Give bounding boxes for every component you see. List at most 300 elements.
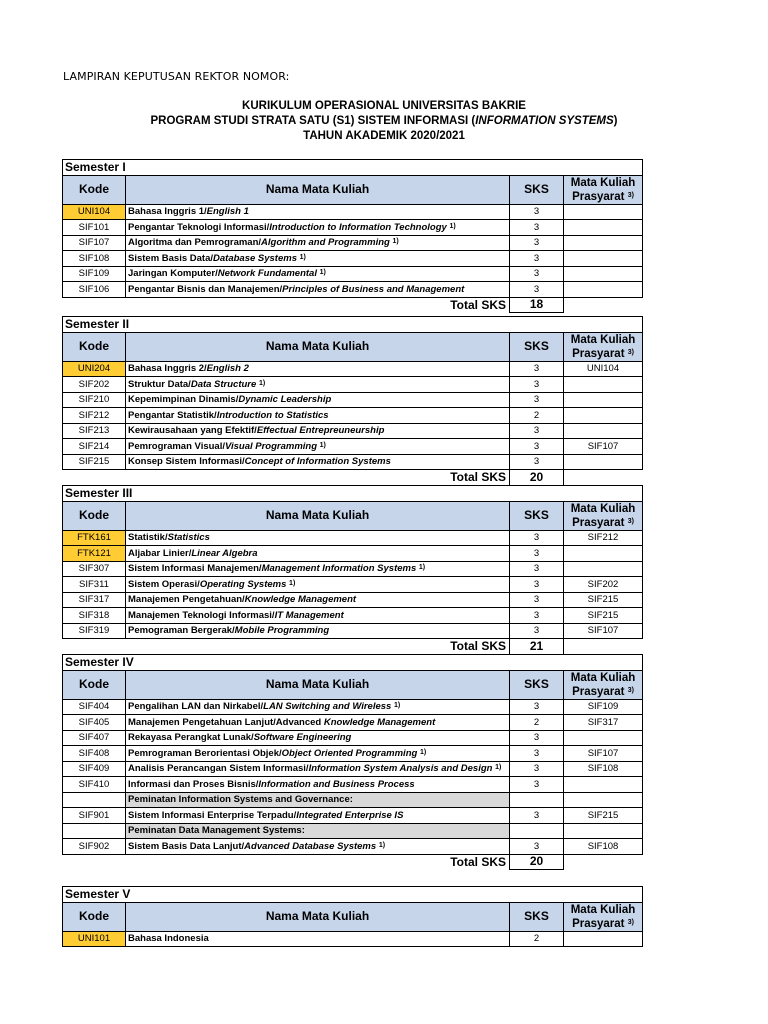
course-code: SIF408 xyxy=(63,746,126,762)
course-name xyxy=(126,392,510,408)
course-name xyxy=(126,808,510,824)
course-name-en: Object Oriented Programming xyxy=(281,747,418,759)
course-prereq xyxy=(564,931,643,947)
course-sks: 3 xyxy=(510,377,564,393)
course-sks: 3 xyxy=(510,746,564,762)
course-code: SIF106 xyxy=(63,282,126,298)
course-row xyxy=(63,608,643,624)
semester-title-row xyxy=(63,160,643,176)
specialization-label: Peminatan Data Management Systems: xyxy=(126,823,510,839)
semester-title-row xyxy=(63,317,643,333)
course-sks: 3 xyxy=(510,266,564,282)
course-name-id: Informasi dan Proses Bisnis/ xyxy=(128,778,259,790)
course-name-id: Statistik/ xyxy=(128,532,168,544)
course-name-en: Principles of Business and Management xyxy=(282,283,465,295)
course-sks: 3 xyxy=(510,808,564,824)
semester-table xyxy=(62,654,643,870)
total-prereq-blank xyxy=(564,297,643,313)
course-name-en: Dynamic Leadership xyxy=(238,394,332,406)
group-sks-cell xyxy=(510,792,564,808)
course-sks: 3 xyxy=(510,839,564,855)
semester-title-row xyxy=(63,486,643,502)
course-sks: 3 xyxy=(510,392,564,408)
total-sks-value: 20 xyxy=(510,470,564,486)
course-name-id: Kepemimpinan Dinamis/ xyxy=(128,394,239,406)
course-code: SIF202 xyxy=(63,377,126,393)
course-code: SIF405 xyxy=(63,715,126,731)
course-code: SIF215 xyxy=(63,454,126,470)
course-name-en: Information System Analysis and Design xyxy=(308,763,493,775)
semester-table xyxy=(62,485,643,655)
prereq-text: Prasyarat xyxy=(572,516,628,529)
course-name-en: Visual Programming xyxy=(224,440,318,452)
course-sks: 2 xyxy=(510,715,564,731)
course-prereq: SIF109 xyxy=(564,699,643,715)
course-name-en: Algorithm and Programming xyxy=(261,237,390,249)
semester-table xyxy=(62,316,643,486)
course-name-en: Advanced Database Systems xyxy=(244,840,377,852)
column-header-row xyxy=(63,332,643,361)
course-name xyxy=(126,746,510,762)
course-name xyxy=(126,251,510,267)
col-header-code: Kode xyxy=(63,670,126,699)
column-header-row xyxy=(63,902,643,931)
col-header-sks: SKS xyxy=(510,175,564,204)
semester-title: Semester I xyxy=(63,160,643,176)
course-footnote: 1) xyxy=(319,441,326,449)
col-header-sks: SKS xyxy=(510,902,564,931)
course-row xyxy=(63,220,643,236)
course-name-id: Rekayasa Perangkat Lunak/ xyxy=(128,732,254,744)
course-row xyxy=(63,592,643,608)
course-sks: 3 xyxy=(510,423,564,439)
course-name xyxy=(126,623,510,639)
course-name xyxy=(126,715,510,731)
course-row xyxy=(63,808,643,824)
course-name xyxy=(126,220,510,236)
course-prereq xyxy=(564,235,643,251)
course-code: SIF210 xyxy=(63,392,126,408)
course-name xyxy=(126,546,510,562)
course-code: FTK121 xyxy=(63,546,126,562)
course-row xyxy=(63,408,643,424)
course-prereq: SIF212 xyxy=(564,530,643,546)
col-header-sks: SKS xyxy=(510,670,564,699)
course-sks: 3 xyxy=(510,761,564,777)
course-prereq xyxy=(564,408,643,424)
total-row xyxy=(63,854,643,870)
course-name-en: Concept of Information Systems xyxy=(244,456,391,468)
course-row xyxy=(63,235,643,251)
prereq-line-2 xyxy=(566,685,640,699)
course-prereq xyxy=(564,777,643,793)
prereq-text: Prasyarat xyxy=(572,190,628,203)
course-name-id: Pengalihan LAN dan Nirkabel/ xyxy=(128,701,264,713)
course-name xyxy=(126,839,510,855)
course-name-id: Pengantar Statistik/ xyxy=(128,409,217,421)
course-name-id: Sistem Informasi Enterprise Terpadu/ xyxy=(128,809,297,821)
column-header-row xyxy=(63,670,643,699)
prereq-line-2 xyxy=(566,516,640,530)
course-sks: 3 xyxy=(510,530,564,546)
course-code: SIF319 xyxy=(63,623,126,639)
heading-line-1: KURIKULUM OPERASIONAL UNIVERSITAS BAKRIE xyxy=(242,100,526,112)
col-header-name: Nama Mata Kuliah xyxy=(126,501,510,530)
course-sks: 3 xyxy=(510,235,564,251)
course-sks: 3 xyxy=(510,361,564,377)
col-header-name: Nama Mata Kuliah xyxy=(126,332,510,361)
course-name-id: Sistem Operasi/ xyxy=(128,578,200,590)
course-prereq: SIF317 xyxy=(564,715,643,731)
col-header-sks: SKS xyxy=(510,501,564,530)
prereq-line-1: Mata Kuliah xyxy=(570,176,636,189)
col-header-prereq xyxy=(564,175,643,204)
heading-line-3: TAHUN AKADEMIK 2020/2021 xyxy=(303,130,465,142)
course-name-id: Manajemen Teknologi Informasi/ xyxy=(128,609,275,621)
course-footnote: 1) xyxy=(378,841,386,849)
course-sks: 3 xyxy=(510,577,564,593)
course-prereq: SIF202 xyxy=(564,577,643,593)
course-name-en: Network Fundamental xyxy=(217,268,317,280)
specialization-label: Peminatan Information Systems and Governance: xyxy=(126,792,510,808)
course-code: SIF410 xyxy=(63,777,126,793)
course-sks: 2 xyxy=(510,931,564,947)
total-blank xyxy=(63,639,126,655)
course-prereq xyxy=(564,204,643,220)
course-code: SIF107 xyxy=(63,235,126,251)
course-sks: 3 xyxy=(510,699,564,715)
prereq-line-2 xyxy=(566,190,640,204)
course-prereq xyxy=(564,730,643,746)
group-code-cell xyxy=(63,823,126,839)
course-prereq: UNI104 xyxy=(564,361,643,377)
course-sks: 3 xyxy=(510,546,564,562)
course-row xyxy=(63,623,643,639)
course-name-id: Konsep Sistem Informasi/ xyxy=(128,456,245,468)
course-name-id: Manajemen Pengetahuan Lanjut/Advanced xyxy=(128,716,324,728)
heading-line-2: PROGRAM STUDI STRATA SATU (S1) SISTEM INFORMASI (INFORMATION SYSTEMS) xyxy=(150,115,618,127)
total-sks-value: 18 xyxy=(510,297,564,313)
semester-title-row xyxy=(63,655,643,671)
course-code: UNI204 xyxy=(63,361,126,377)
group-code-cell xyxy=(63,792,126,808)
course-name-id: Kewirausahaan yang Efektif/ xyxy=(128,425,257,437)
course-name xyxy=(126,777,510,793)
semester-title: Semester II xyxy=(63,317,643,333)
course-name xyxy=(126,377,510,393)
prereq-text: Prasyarat xyxy=(572,917,628,930)
course-name-id: Analisis Perancangan Sistem Informasi/ xyxy=(128,763,309,775)
semester-title: Semester III xyxy=(63,486,643,502)
course-code: SIF212 xyxy=(63,408,126,424)
course-code: SIF318 xyxy=(63,608,126,624)
course-name xyxy=(126,282,510,298)
total-label: Total SKS xyxy=(126,470,510,486)
course-row xyxy=(63,377,643,393)
total-blank xyxy=(63,470,126,486)
course-code: SIF409 xyxy=(63,761,126,777)
course-code: UNI104 xyxy=(63,204,126,220)
course-row xyxy=(63,715,643,731)
course-name-en: Information and Business Process xyxy=(258,778,415,790)
col-header-name: Nama Mata Kuliah xyxy=(126,175,510,204)
col-header-code: Kode xyxy=(63,501,126,530)
lampiran-header: LAMPIRAN KEPUTUSAN REKTOR NOMOR: xyxy=(63,70,290,83)
course-name xyxy=(126,699,510,715)
total-sks-value: 20 xyxy=(510,854,564,870)
course-name-id: Struktur Data/ xyxy=(128,378,191,390)
course-name-en: English 2 xyxy=(206,363,249,375)
course-sks: 3 xyxy=(510,730,564,746)
course-code: SIF101 xyxy=(63,220,126,236)
course-name-en: LAN Switching and Wireless xyxy=(263,701,392,713)
prereq-line-1: Mata Kuliah xyxy=(570,333,636,346)
semester-title-row xyxy=(63,887,643,903)
course-name-id: Aljabar Linier/ xyxy=(128,547,192,559)
course-row xyxy=(63,746,643,762)
course-prereq: SIF215 xyxy=(564,808,643,824)
course-name xyxy=(126,361,510,377)
course-name-id: Jaringan Komputer/ xyxy=(128,268,218,280)
course-name-id: Sistem Basis Data/ xyxy=(128,252,214,264)
course-name-id: Pemrograman Berorientasi Objek/ xyxy=(128,747,282,759)
col-header-code: Kode xyxy=(63,175,126,204)
course-sks: 3 xyxy=(510,282,564,298)
course-prereq xyxy=(564,266,643,282)
course-name-id: Pemograman Bergerak/ xyxy=(128,625,235,637)
course-code: SIF404 xyxy=(63,699,126,715)
prereq-line-1: Mata Kuliah xyxy=(570,502,636,515)
col-header-sks: SKS xyxy=(510,332,564,361)
course-name-en: Introduction to Information Technology xyxy=(269,221,447,233)
course-name xyxy=(126,577,510,593)
column-header-row xyxy=(63,501,643,530)
total-blank xyxy=(63,297,126,313)
course-prereq: SIF108 xyxy=(564,839,643,855)
total-blank xyxy=(63,854,126,870)
course-row xyxy=(63,530,643,546)
course-sks: 3 xyxy=(510,220,564,236)
specialization-group-row xyxy=(63,823,643,839)
course-sks: 3 xyxy=(510,623,564,639)
course-footnote: 1) xyxy=(495,764,502,772)
course-row xyxy=(63,777,643,793)
course-sks: 3 xyxy=(510,561,564,577)
course-code: UNI101 xyxy=(63,931,126,947)
semester-table xyxy=(62,886,643,947)
course-name-en: Management Information Systems xyxy=(261,563,417,575)
course-name-en: Data Structure xyxy=(190,378,257,390)
course-name-id: Sistem Basis Data Lanjut/ xyxy=(128,840,245,852)
course-footnote: 1) xyxy=(419,748,427,756)
col-header-prereq xyxy=(564,332,643,361)
prereq-footnote: 3) xyxy=(627,686,634,694)
course-name-en: Introduction to Statistics xyxy=(216,409,329,421)
course-name xyxy=(126,235,510,251)
course-name-en: Linear Algebra xyxy=(191,547,258,559)
total-sks-value: 21 xyxy=(510,639,564,655)
course-name xyxy=(126,408,510,424)
group-prereq-cell xyxy=(564,823,643,839)
total-row xyxy=(63,470,643,486)
course-code: SIF307 xyxy=(63,561,126,577)
total-label: Total SKS xyxy=(126,639,510,655)
course-row xyxy=(63,392,643,408)
course-prereq: SIF107 xyxy=(564,746,643,762)
course-sks: 3 xyxy=(510,592,564,608)
course-sks: 3 xyxy=(510,251,564,267)
prereq-footnote: 3) xyxy=(627,191,634,199)
course-code: SIF109 xyxy=(63,266,126,282)
col-header-prereq xyxy=(564,501,643,530)
course-name-id: Bahasa Inggris 2/ xyxy=(128,363,207,375)
course-prereq: SIF108 xyxy=(564,761,643,777)
prereq-line-1: Mata Kuliah xyxy=(570,903,636,916)
course-name xyxy=(126,266,510,282)
document-heading xyxy=(0,99,768,144)
course-prereq: SIF107 xyxy=(564,623,643,639)
course-name-en: IT Management xyxy=(274,609,344,621)
course-name-en: Statistics xyxy=(167,532,210,544)
semester-title: Semester IV xyxy=(63,655,643,671)
course-code: SIF214 xyxy=(63,439,126,455)
course-name-id: Manajemen Pengetahuan/ xyxy=(128,594,245,606)
col-header-code: Kode xyxy=(63,332,126,361)
total-prereq-blank xyxy=(564,470,643,486)
course-name xyxy=(126,530,510,546)
course-footnote: 1) xyxy=(299,253,306,261)
course-code: SIF407 xyxy=(63,730,126,746)
col-header-name: Nama Mata Kuliah xyxy=(126,670,510,699)
course-name-en: Software Engineering xyxy=(253,732,352,744)
course-name-id: Bahasa Indonesia xyxy=(128,933,209,945)
course-name-id: Algoritma dan Pemrograman/ xyxy=(128,237,262,249)
course-row xyxy=(63,282,643,298)
course-name-id: Pengantar Bisnis dan Manajemen/ xyxy=(128,283,283,295)
prereq-line-2 xyxy=(566,347,640,361)
course-code: SIF902 xyxy=(63,839,126,855)
group-prereq-cell xyxy=(564,792,643,808)
course-name xyxy=(126,592,510,608)
course-sks: 3 xyxy=(510,608,564,624)
course-row xyxy=(63,577,643,593)
course-code: FTK161 xyxy=(63,530,126,546)
course-footnote: 1) xyxy=(319,269,326,277)
course-footnote: 1) xyxy=(393,702,401,710)
prereq-line-2 xyxy=(566,917,640,931)
course-row xyxy=(63,361,643,377)
course-row xyxy=(63,546,643,562)
course-sks: 3 xyxy=(510,204,564,220)
course-prereq: SIF107 xyxy=(564,439,643,455)
semester-title: Semester V xyxy=(63,887,643,903)
course-footnote: 1) xyxy=(258,379,266,387)
course-name xyxy=(126,454,510,470)
course-row xyxy=(63,454,643,470)
course-name xyxy=(126,423,510,439)
course-prereq xyxy=(564,454,643,470)
course-name-en: Knowledge Management xyxy=(323,716,436,728)
course-row xyxy=(63,439,643,455)
total-prereq-blank xyxy=(564,854,643,870)
course-prereq xyxy=(564,377,643,393)
course-name-en: Mobile Programming xyxy=(234,625,330,637)
course-name xyxy=(126,761,510,777)
group-sks-cell xyxy=(510,823,564,839)
course-prereq xyxy=(564,561,643,577)
course-sks: 3 xyxy=(510,777,564,793)
course-row xyxy=(63,730,643,746)
course-row xyxy=(63,266,643,282)
course-row xyxy=(63,204,643,220)
course-row xyxy=(63,839,643,855)
course-name-en: Operating Systems xyxy=(199,578,287,590)
course-name xyxy=(126,561,510,577)
column-header-row xyxy=(63,175,643,204)
course-name-en: Effectual Entrepreuneurship xyxy=(256,425,385,437)
course-sks: 2 xyxy=(510,408,564,424)
course-footnote: 1) xyxy=(392,238,399,246)
course-name-en: English 1 xyxy=(206,206,249,218)
course-name-en: Database Systems xyxy=(213,252,297,264)
course-name xyxy=(126,608,510,624)
course-name xyxy=(126,204,510,220)
course-prereq xyxy=(564,282,643,298)
total-label: Total SKS xyxy=(126,854,510,870)
specialization-group-row xyxy=(63,792,643,808)
course-footnote: 1) xyxy=(449,222,456,230)
prereq-text: Prasyarat xyxy=(572,347,628,360)
course-row xyxy=(63,423,643,439)
course-row xyxy=(63,699,643,715)
course-name xyxy=(126,931,510,947)
course-footnote: 1) xyxy=(418,564,426,572)
course-prereq: SIF215 xyxy=(564,608,643,624)
prereq-text: Prasyarat xyxy=(572,685,628,698)
course-footnote: 1) xyxy=(289,579,296,587)
prereq-footnote: 3) xyxy=(627,348,634,356)
prereq-footnote: 3) xyxy=(627,517,634,525)
course-name xyxy=(126,439,510,455)
course-name-id: Sistem Informasi Manajemen/ xyxy=(128,563,262,575)
course-name xyxy=(126,730,510,746)
course-name-id: Pengantar Teknologi Informasi/ xyxy=(128,221,270,233)
course-prereq xyxy=(564,251,643,267)
course-prereq xyxy=(564,546,643,562)
course-name-en: Integrated Enterprise IS xyxy=(296,809,404,821)
course-code: SIF901 xyxy=(63,808,126,824)
total-row xyxy=(63,639,643,655)
col-header-prereq xyxy=(564,902,643,931)
course-prereq xyxy=(564,423,643,439)
course-name-id: Bahasa Inggris 1/ xyxy=(128,206,207,218)
col-header-code: Kode xyxy=(63,902,126,931)
course-code: SIF317 xyxy=(63,592,126,608)
total-row xyxy=(63,297,643,313)
course-prereq: SIF215 xyxy=(564,592,643,608)
course-row xyxy=(63,251,643,267)
course-row xyxy=(63,761,643,777)
course-code: SIF311 xyxy=(63,577,126,593)
semester-table xyxy=(62,159,643,313)
col-header-prereq xyxy=(564,670,643,699)
course-row xyxy=(63,561,643,577)
course-prereq xyxy=(564,220,643,236)
course-code: SIF213 xyxy=(63,423,126,439)
prereq-line-1: Mata Kuliah xyxy=(570,671,636,684)
course-row xyxy=(63,931,643,947)
course-sks: 3 xyxy=(510,439,564,455)
